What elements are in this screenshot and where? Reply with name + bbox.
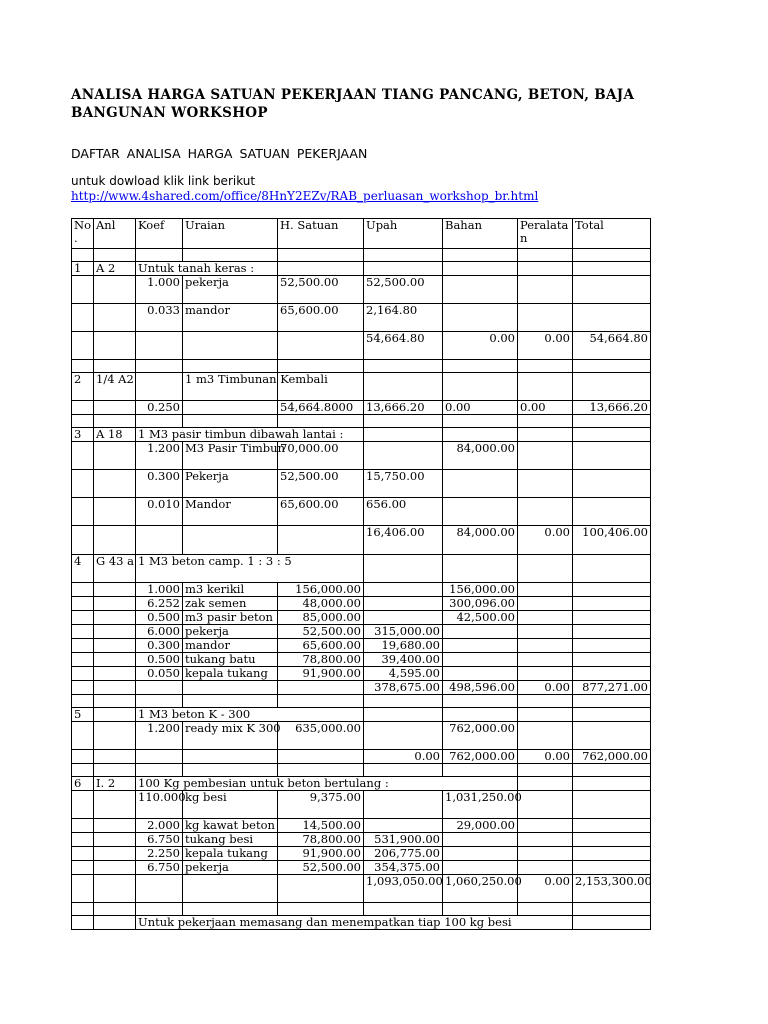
cell-uraian: tukang batu [183,653,278,667]
table-row [72,667,651,681]
table-row [72,442,651,470]
cell-uraian: kepala tukang [183,847,278,861]
cell-uraian: pekerja [183,276,278,304]
table-row [72,861,651,875]
section-description: Untuk tanah keras : [136,262,278,276]
cell-bahan [443,625,518,639]
section-row [72,428,651,442]
table-row [72,597,651,611]
cell-koef: 0.300 [136,470,183,498]
cell-koef: 1.000 [136,276,183,304]
section-no: 1 [72,262,94,276]
cell-h-satuan: 85,000.00 [278,611,364,625]
cell-koef: 6.000 [136,625,183,639]
subtotal-peralatan: 0.00 [518,750,573,764]
spacer-row [72,249,651,262]
subtotal-upah: 16,406.00 [364,526,443,555]
table-row [72,791,651,819]
cell-upah: 19,680.00 [364,639,443,653]
spacer-row [72,903,651,916]
download-link[interactable]: http://www.4shared.com/office/8HnY2EZv/RAB_perluasan_workshop_br.html [71,189,539,203]
header-anl: Anl [94,219,136,249]
table-row [72,401,651,415]
cell-bahan [443,847,518,861]
subtotal-total: 877,271.00 [573,681,651,695]
section-description: 1 M3 pasir timbun dibawah lantai : [136,428,364,442]
cell-uraian: m3 pasir beton [183,611,278,625]
table-header-row [72,219,651,249]
cell-bahan: 0.00 [443,401,518,415]
cell-upah [364,611,443,625]
cell-uraian: zak semen [183,597,278,611]
document-title: ANALISA HARGA SATUAN PEKERJAAN TIANG PANCANG, BETON, BAJA BANGUNAN WORKSHOP [71,87,635,121]
subtotal-bahan: 0.00 [443,332,518,360]
cell-uraian: pekerja [183,625,278,639]
section-anl: A 18 [94,428,136,442]
cell-koef: 0.500 [136,653,183,667]
header-uraian: Uraian [183,219,278,249]
cell-uraian: m3 kerikil [183,583,278,597]
cell-bahan: 42,500.00 [443,611,518,625]
table-row [72,833,651,847]
header-peralatan: Peralata n [518,219,573,249]
section-anl: 1/4 A2 [94,373,136,401]
cell-peralatan: 0.00 [518,401,573,415]
cell-h-satuan: 52,500.00 [278,276,364,304]
section-no: 5 [72,708,94,722]
cell-upah [364,583,443,597]
cell-uraian: mandor [183,304,278,332]
subtotal-peralatan: 0.00 [518,526,573,555]
cell-uraian: M3 Pasir Timbun [183,442,278,470]
section-description: 1 M3 beton K - 300 [136,708,364,722]
section-no: 4 [72,555,94,583]
cell-upah: 13,666.20 [364,401,443,415]
cell-h-satuan: 91,900.00 [278,667,364,681]
section-row [72,708,651,722]
cell-koef: 1.000 [136,583,183,597]
cell-upah: 4,595.00 [364,667,443,681]
cell-koef: 2.000 [136,819,183,833]
subtotal-row [72,750,651,764]
download-instruction: untuk dowload klik link berikut [71,174,256,188]
section-anl: A 2 [94,262,136,276]
cell-upah [364,819,443,833]
cell-koef: 0.010 [136,498,183,526]
header-bahan: Bahan [443,219,518,249]
table-row [72,639,651,653]
cell-h-satuan: 156,000.00 [278,583,364,597]
cell-bahan [443,861,518,875]
table-row [72,470,651,498]
cell-bahan: 762,000.00 [443,722,518,750]
cell-koef: 1.200 [136,722,183,750]
section-no: 6 [72,777,94,791]
cell-h-satuan: 635,000.00 [278,722,364,750]
section-row [72,262,651,276]
section-row [72,373,651,401]
subtotal-peralatan: 0.00 [518,332,573,360]
cell-koef: 6.252 [136,597,183,611]
subtotal-bahan: 762,000.00 [443,750,518,764]
table-row [72,611,651,625]
section-anl [94,708,136,722]
cell-koef: 6.750 [136,861,183,875]
table-row [72,583,651,597]
cell-h-satuan: 54,664.8000 [278,401,364,415]
cell-upah: 39,400.00 [364,653,443,667]
subtotal-row [72,681,651,695]
cell-upah: 15,750.00 [364,470,443,498]
spacer-row [72,415,651,428]
cell-bahan [443,653,518,667]
cell-koef: 6.750 [136,833,183,847]
table-row [72,653,651,667]
section-description: 100 Kg pembesian untuk beton bertulang : [136,777,518,791]
cell-h-satuan: 48,000.00 [278,597,364,611]
section-anl: I. 2 [94,777,136,791]
table-row [72,625,651,639]
cell-h-satuan: 78,800.00 [278,653,364,667]
table-row [72,498,651,526]
table-row [72,304,651,332]
section-no: 3 [72,428,94,442]
cell-h-satuan: 70,000.00 [278,442,364,470]
subtotal-peralatan: 0.00 [518,875,573,903]
cell-h-satuan: 65,600.00 [278,639,364,653]
section-no: 2 [72,373,94,401]
subtotal-total: 100,406.00 [573,526,651,555]
cell-upah: 531,900.00 [364,833,443,847]
subtotal-total: 2,153,300.00 [573,875,651,903]
cell-h-satuan: 52,500.00 [278,470,364,498]
cell-koef: 0.050 [136,667,183,681]
subtotal-peralatan: 0.00 [518,681,573,695]
cell-h-satuan: 14,500.00 [278,819,364,833]
cell-upah: 206,775.00 [364,847,443,861]
table-row [72,847,651,861]
cell-koef: 110.000 [136,791,183,819]
table-row [72,276,651,304]
cell-uraian: ready mix K 300 [183,722,278,750]
table-row [72,819,651,833]
cell-h-satuan: 52,500.00 [278,861,364,875]
cell-koef: 0.033 [136,304,183,332]
cell-koef: 0.300 [136,639,183,653]
subtotal-row [72,875,651,903]
subtotal-bahan: 84,000.00 [443,526,518,555]
cell-bahan: 300,096.00 [443,597,518,611]
document-subtitle: DAFTAR ANALISA HARGA SATUAN PEKERJAAN [71,146,368,161]
cell-uraian: kg kawat beton [183,819,278,833]
subtotal-total: 762,000.00 [573,750,651,764]
subtotal-upah: 54,664.80 [364,332,443,360]
cell-uraian: kg besi [183,791,278,819]
cell-h-satuan: 91,900.00 [278,847,364,861]
footer-note: Untuk pekerjaan memasang dan menempatkan tiap 100 kg besi [136,916,573,930]
cell-h-satuan: 9,375.00 [278,791,364,819]
cell-bahan: 84,000.00 [443,442,518,470]
cell-h-satuan: 65,600.00 [278,498,364,526]
cell-bahan: 29,000.00 [443,819,518,833]
header-total: Total [573,219,651,249]
analysis-table [71,218,651,930]
spacer-row [72,764,651,777]
cell-bahan [443,667,518,681]
subtotal-row [72,526,651,555]
cell-bahan [443,833,518,847]
cell-upah: 656.00 [364,498,443,526]
spacer-row [72,695,651,708]
cell-koef: 1.200 [136,442,183,470]
header-upah: Upah [364,219,443,249]
cell-h-satuan: 65,600.00 [278,304,364,332]
footer-row [72,916,651,930]
cell-h-satuan: 52,500.00 [278,625,364,639]
section-anl: G 43 a [94,555,136,583]
cell-bahan [443,639,518,653]
header-no: No . [72,219,94,249]
cell-koef: 0.500 [136,611,183,625]
cell-koef: 0.250 [136,401,183,415]
cell-h-satuan: 78,800.00 [278,833,364,847]
section-row [72,555,651,583]
cell-uraian: tukang besi [183,833,278,847]
cell-upah: 354,375.00 [364,861,443,875]
section-description: 1 m3 Timbunan Kembali [183,373,278,401]
subtotal-upah: 1,093,050.00 [364,875,443,903]
cell-uraian: mandor [183,639,278,653]
cell-uraian: kepala tukang [183,667,278,681]
cell-bahan: 1,031,250.00 [443,791,518,819]
section-description: 1 M3 beton camp. 1 : 3 : 5 [136,555,364,583]
cell-bahan: 156,000.00 [443,583,518,597]
cell-upah: 52,500.00 [364,276,443,304]
table-row [72,722,651,750]
subtotal-bahan: 498,596.00 [443,681,518,695]
section-row [72,777,651,791]
subtotal-upah: 378,675.00 [364,681,443,695]
cell-total: 13,666.20 [573,401,651,415]
header-h-satuan: H. Satuan [278,219,364,249]
cell-upah: 2,164.80 [364,304,443,332]
cell-uraian: Mandor [183,498,278,526]
cell-upah [364,597,443,611]
header-koef: Koef [136,219,183,249]
subtotal-upah: 0.00 [364,750,443,764]
cell-uraian: pekerja [183,861,278,875]
subtotal-total: 54,664.80 [573,332,651,360]
subtotal-row [72,332,651,360]
subtotal-bahan: 1,060,250.00 [443,875,518,903]
spacer-row [72,360,651,373]
cell-koef: 2.250 [136,847,183,861]
cell-upah: 315,000.00 [364,625,443,639]
cell-uraian: Pekerja [183,470,278,498]
